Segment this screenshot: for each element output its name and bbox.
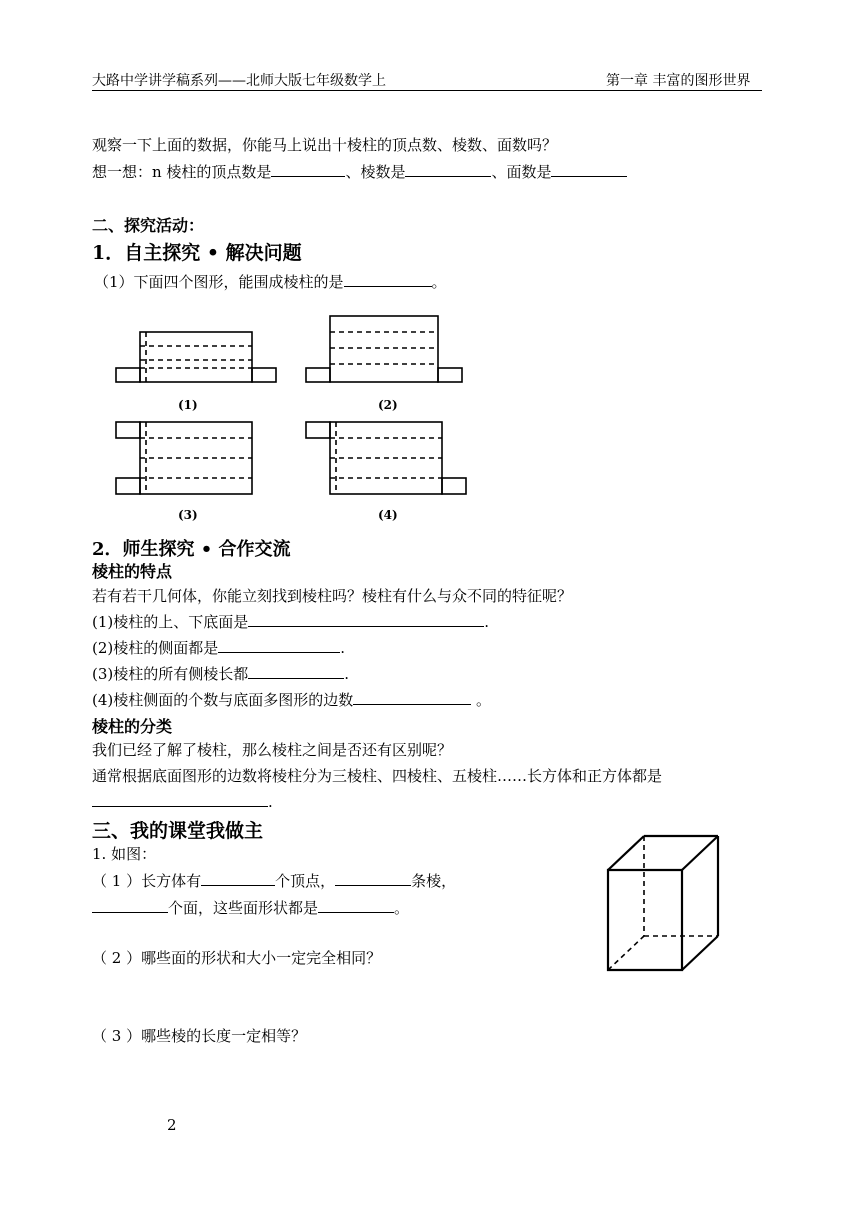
header-right: 第一章 丰富的图形世界 xyxy=(606,73,751,89)
feature-4 xyxy=(92,689,491,710)
classification-end: . xyxy=(268,793,273,811)
section3-title: 三、我的课堂我做主 xyxy=(92,820,264,842)
intro-line-2 xyxy=(92,161,627,182)
blank-face-shape[interactable] xyxy=(318,897,394,913)
classification-line-3 xyxy=(92,791,273,811)
feature-1-text: (1)棱柱的上、下底面是 xyxy=(92,613,249,631)
feature-3-text: (3)棱柱的所有侧棱长都 xyxy=(92,665,249,683)
classification-line-2: 通常根据底面图形的边数将棱柱分为三棱柱、四棱柱、五棱柱……长方体和正方体都是 xyxy=(92,767,663,785)
feature-2-end: . xyxy=(340,639,346,657)
blank-cuboid-vertices[interactable] xyxy=(201,870,275,886)
section3-prompt: 1. 如图： xyxy=(92,845,157,863)
net-figure-2 xyxy=(302,312,472,388)
blank-prism-net[interactable] xyxy=(344,271,432,287)
blank-side-count[interactable] xyxy=(353,689,471,705)
section3-q1-line2 xyxy=(92,897,409,918)
intro-line-1: 观察一下上面的数据，你能马上说出十棱柱的顶点数、棱数、面数吗？ xyxy=(92,136,558,154)
subsection-2-title: 2．师生探究 • 合作交流 xyxy=(92,539,291,560)
blank-cuboid-faces[interactable] xyxy=(92,897,168,913)
q1-text-faces: 个面，这些面形状都是 xyxy=(168,899,319,917)
features-intro: 若有若干几何体，你能立刻找到棱柱吗？棱柱有什么与众不同的特征呢？ xyxy=(92,587,573,605)
q1-text-edges: 个顶点， xyxy=(275,872,336,890)
classification-title: 棱柱的分类 xyxy=(92,717,173,736)
figure-1-label: (1) xyxy=(178,398,198,412)
cuboid-figure xyxy=(600,828,726,976)
question-1 xyxy=(94,271,447,292)
q1-text-edges-end: 条棱， xyxy=(411,872,457,890)
feature-2-text: (2)棱柱的侧面都是 xyxy=(92,639,219,657)
features-title: 棱柱的特点 xyxy=(92,562,173,581)
intro-text-faces: 、面数是 xyxy=(491,163,552,181)
blank-classification[interactable] xyxy=(92,791,268,807)
section3-q1-line1 xyxy=(92,870,456,891)
feature-4-text: (4)棱柱侧面的个数与底面多图形的边数 xyxy=(92,691,354,709)
blank-edges[interactable] xyxy=(405,161,491,177)
feature-4-end: 。 xyxy=(471,691,492,709)
section3-q2: （ 2 ）哪些面的形状和大小一定完全相同？ xyxy=(92,949,382,967)
subsection-1-title: 1．自主探究 • 解决问题 xyxy=(92,242,302,264)
header-rule xyxy=(92,90,762,91)
feature-1 xyxy=(92,611,489,632)
net-figure-3 xyxy=(112,418,282,498)
net-figure-4 xyxy=(302,418,472,498)
q1-text-end: 。 xyxy=(394,899,410,917)
intro-text-edges: 、棱数是 xyxy=(345,163,406,181)
figure-2-label: (2) xyxy=(378,398,398,412)
net-figure-1 xyxy=(112,326,282,388)
section2-title: 二、探究活动： xyxy=(92,216,205,235)
feature-3-end: . xyxy=(344,665,350,683)
question-1-text: （1）下面四个图形，能围成棱柱的是 xyxy=(94,273,344,291)
classification-line-1: 我们已经了解了棱柱，那么棱柱之间是否还有区别呢？ xyxy=(92,741,453,759)
feature-3 xyxy=(92,663,349,684)
page-number: 2 xyxy=(167,1116,177,1134)
intro-text-vertices: 想一想：n 棱柱的顶点数是 xyxy=(92,163,272,181)
figure-3-label: (3) xyxy=(178,508,198,522)
blank-bases[interactable] xyxy=(248,611,484,627)
blank-faces[interactable] xyxy=(551,161,627,177)
section3-q3: （ 3 ）哪些棱的长度一定相等？ xyxy=(92,1027,307,1045)
feature-2 xyxy=(92,637,345,658)
blank-vertices[interactable] xyxy=(271,161,345,177)
question-1-end: 。 xyxy=(431,273,447,291)
q1-text-vertices: （ 1 ）长方体有 xyxy=(92,872,202,890)
figure-4-label: (4) xyxy=(378,508,398,522)
blank-lateral-edges[interactable] xyxy=(248,663,344,679)
feature-1-end: . xyxy=(484,613,490,631)
blank-lateral-faces[interactable] xyxy=(218,637,340,653)
header-left: 大路中学讲学稿系列——北师大版七年级数学上 xyxy=(92,73,386,89)
blank-cuboid-edges[interactable] xyxy=(335,870,411,886)
